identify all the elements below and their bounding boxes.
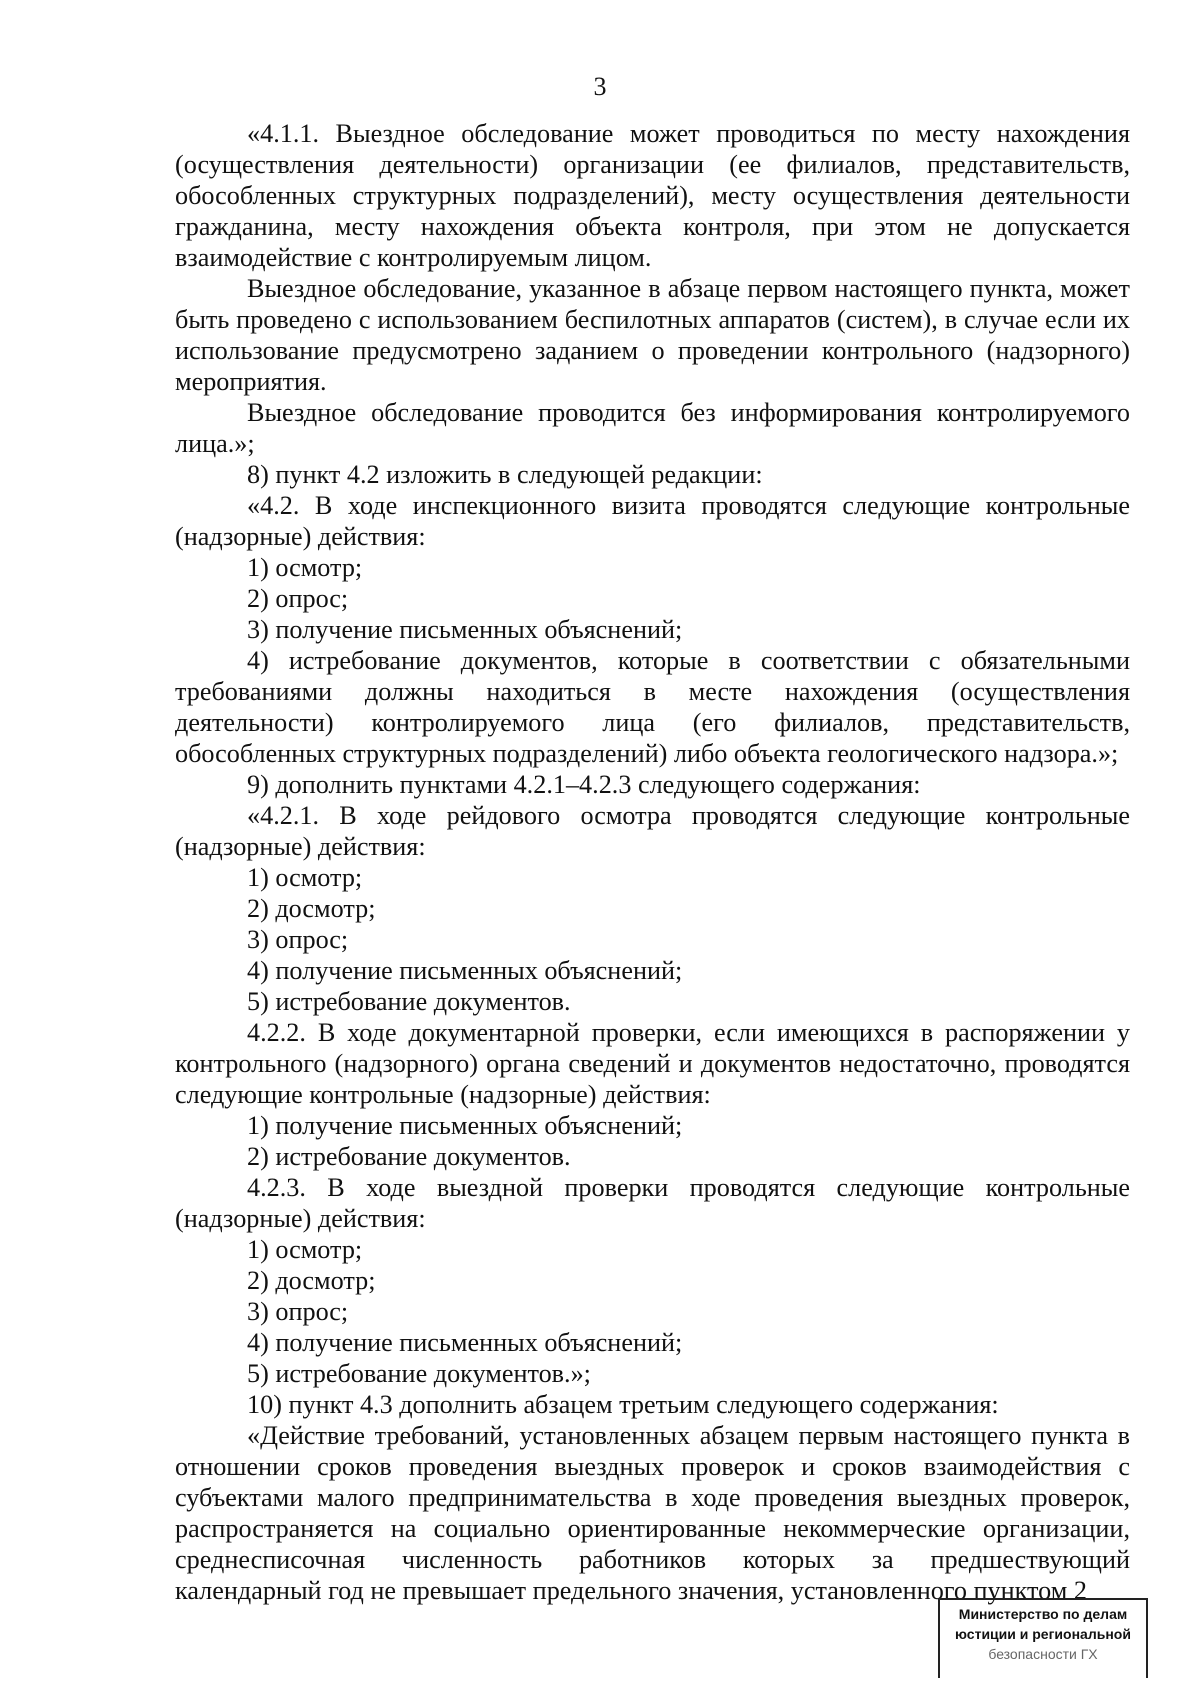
list-item: 3) опрос; bbox=[247, 925, 349, 954]
list-item: 2) досмотр; bbox=[247, 894, 376, 923]
paragraph: «4.2.1. В ходе рейдового осмотра проводятся следующие контрольные (надзорные) действия: bbox=[175, 801, 1130, 861]
stamp-line: Министерство по делам bbox=[958, 1606, 1128, 1622]
list-item: 4) истребование документов, которые в соответствии с обязательными требованиями должны находиться в месте нахождения (осуществления деятельности) контролируемого лица (его филиалов, представительств, обособленных структурных подразделений) либо объекта геологического надзора.»; bbox=[175, 646, 1130, 768]
paragraph: 4.2.2. В ходе документарной проверки, если имеющихся в распоряжении у контрольного (надзорного) органа сведений и документов недостаточно, проводятся следующие контрольные (надзорные) действия: bbox=[175, 1018, 1130, 1109]
paragraph: 10) пункт 4.3 дополнить абзацем третьим следующего содержания: bbox=[247, 1390, 999, 1419]
paragraph: 8) пункт 4.2 изложить в следующей редакции: bbox=[247, 460, 763, 489]
list-item: 1) осмотр; bbox=[247, 553, 363, 582]
list-item: 1) получение письменных объяснений; bbox=[247, 1111, 683, 1140]
page-number: 3 bbox=[593, 72, 607, 101]
paragraph: «Действие требований, установленных абзацем первым настоящего пункта в отношении сроков проведения выездных проверок и сроков взаимодействия с субъектами малого предпринимательства в ходе проведения выездных проверок, распространяется на социально ориентированные некоммерческие организации, среднесписочная численность работников которых за предшествующий календарный год не превышает предельного значения, установленного пунктом 2 bbox=[175, 1421, 1130, 1605]
list-item: 3) получение письменных объяснений; bbox=[247, 615, 683, 644]
stamp-line: юстиции и региональной bbox=[955, 1626, 1131, 1642]
stamp-line: безопасности ГХ bbox=[988, 1646, 1098, 1662]
paragraph: 4.2.3. В ходе выездной проверки проводятся следующие контрольные (надзорные) действия: bbox=[175, 1173, 1130, 1233]
list-item: 3) опрос; bbox=[247, 1297, 349, 1326]
paragraph: «4.2. В ходе инспекционного визита проводятся следующие контрольные (надзорные) действия: bbox=[175, 491, 1130, 551]
list-item: 1) осмотр; bbox=[247, 1235, 363, 1264]
document-body bbox=[175, 118, 1130, 1606]
paragraph: Выездное обследование, указанное в абзаце первом настоящего пункта, может быть проведено с использованием беспилотных аппаратов (систем), в случае если их использование предусмотрено заданием о проведении контрольного (надзорного) мероприятия. bbox=[175, 274, 1130, 396]
paragraph: Выездное обследование проводится без информирования контролируемого лица.»; bbox=[175, 398, 1130, 458]
list-item: 2) истребование документов. bbox=[247, 1142, 571, 1171]
list-item: 4) получение письменных объяснений; bbox=[247, 1328, 683, 1357]
list-item: 5) истребование документов. bbox=[247, 987, 571, 1016]
list-item: 2) опрос; bbox=[247, 584, 349, 613]
paragraph: «4.1.1. Выездное обследование может проводиться по месту нахождения (осуществления деятельности) организации (ее филиалов, представительств, обособленных структурных подразделений), месту осуществления деятельности гражданина, месту нахождения объекта контроля, при этом не допускается взаимодействие с контролируемым лицом. bbox=[175, 119, 1130, 272]
ministry-stamp bbox=[938, 1598, 1148, 1678]
list-item: 4) получение письменных объяснений; bbox=[247, 956, 683, 985]
paragraph: 9) дополнить пунктами 4.2.1–4.2.3 следующего содержания: bbox=[247, 770, 921, 799]
list-item: 5) истребование документов.»; bbox=[247, 1359, 591, 1388]
list-item: 2) досмотр; bbox=[247, 1266, 376, 1295]
list-item: 1) осмотр; bbox=[247, 863, 363, 892]
